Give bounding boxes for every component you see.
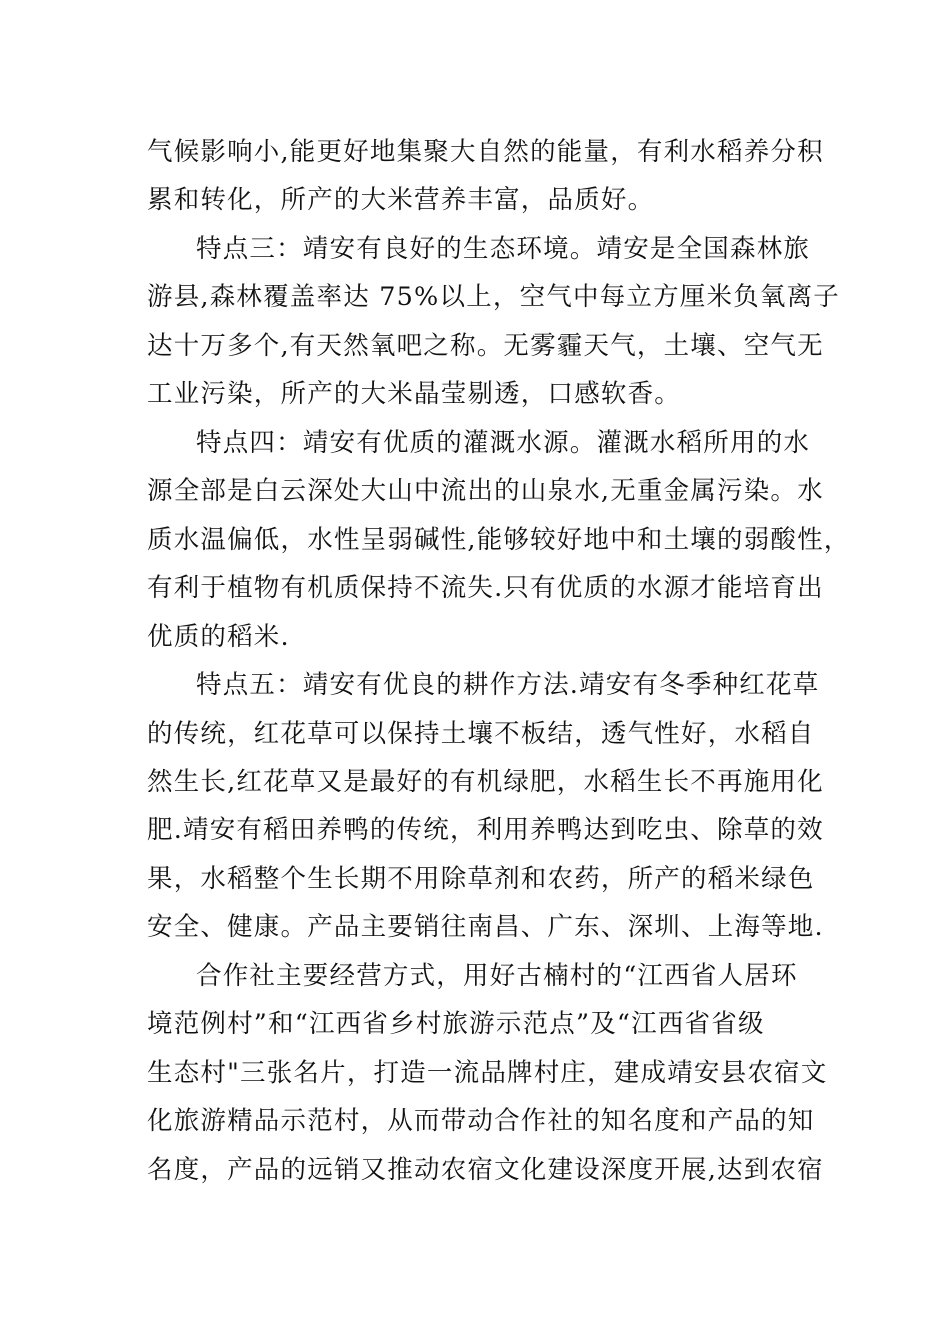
text-line: 安全、健康。产品主要销往南昌、广东、深圳、上海等地.	[147, 912, 824, 942]
text-line: 名度，产品的远销又推动农宿文化建设深度开展,达到农宿	[147, 1155, 824, 1185]
paragraph-heading-line: 特点三：靖安有良好的生态环境。靖安是全国森林旅	[196, 234, 811, 264]
text-line: 优质的稻米.	[147, 622, 290, 652]
text-line: 生态村"三张名片，打造一流品牌村庄，建成靖安县农宿文	[147, 1058, 828, 1088]
paragraph-heading-line: 特点五：靖安有优良的耕作方法.靖安有冬季种红花草	[196, 670, 820, 700]
text-line: 工业污染，所产的大米晶莹剔透，口感软香。	[147, 379, 682, 409]
text-line: 质水温偏低，水性呈弱碱性,能够较好地中和土壤的弱酸性，	[147, 525, 851, 555]
text-line: 游县,森林覆盖率达 75%以上，空气中每立方厘米负氧离子	[147, 282, 840, 312]
text-line: 肥.靖安有稻田养鸭的传统，利用养鸭达到吃虫、除草的效	[147, 815, 824, 845]
text-line: 的传统，红花草可以保持土壤不板结，透气性好，水稻自	[147, 719, 815, 749]
text-line: 累和转化，所产的大米营养丰富，品质好。	[147, 185, 655, 215]
text-line: 然生长,红花草又是最好的有机绿肥，水稻生长不再施用化	[147, 767, 824, 797]
text-line: 果，水稻整个生长期不用除草剂和农药，所产的稻米绿色	[147, 864, 815, 894]
paragraph-heading-line: 特点四：靖安有优质的灌溉水源。灌溉水稻所用的水	[196, 428, 811, 458]
paragraph-start-line: 合作社主要经营方式，用好古楠村的“江西省人居环	[196, 961, 798, 991]
text-line: 有利于植物有机质保持不流失.只有优质的水源才能培育出	[147, 573, 824, 603]
text-line: 达十万多个,有天然氧吧之称。无雾霾天气，土壤、空气无	[147, 331, 824, 361]
text-line: 源全部是白云深处大山中流出的山泉水,无重金属污染。水	[147, 476, 824, 506]
text-line: 化旅游精品示范村，从而带动合作社的知名度和产品的知	[147, 1106, 815, 1136]
text-line: 境范例村”和“江西省乡村旅游示范点”及“江西省省级	[147, 1009, 765, 1039]
text-line: 气候影响小,能更好地集聚大自然的能量，有利水稻养分积	[147, 137, 824, 167]
